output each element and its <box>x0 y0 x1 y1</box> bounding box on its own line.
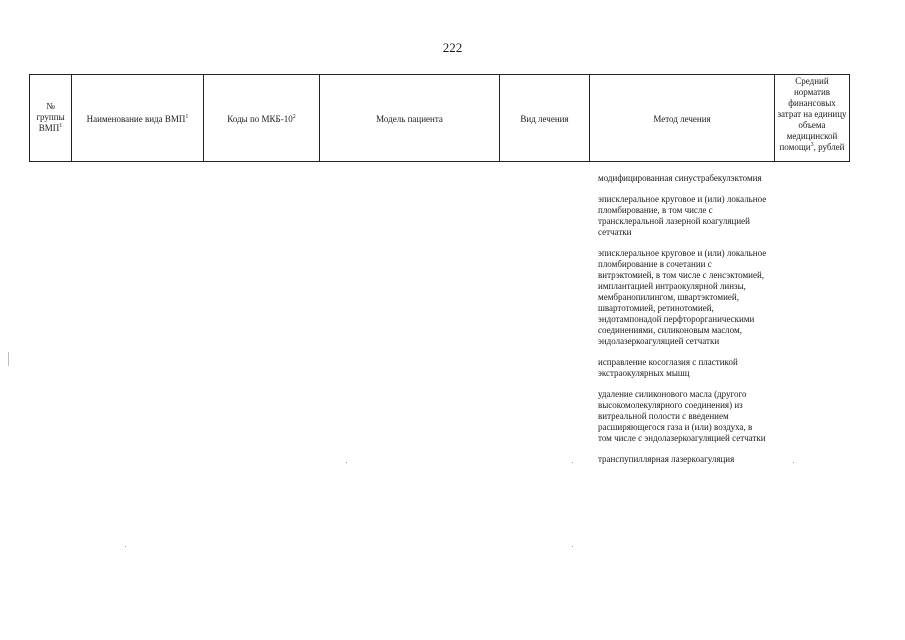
treatment-method-item: эписклеральное круговое и (или) локальное пломбирование в сочетании с витрэктомией, в том числе с ленсэктомией, имплантацией интраокулярной линзы, мембранопилингом, швартэктомией, швартотомией, ретинотомией, эндотампонадой перфторорганическими соединениями, силиконовым маслом, эндолазеркоагуляцией сетчатки <box>598 248 767 346</box>
treatment-method-item: модифицированная синустрабекулэктомия <box>598 173 762 183</box>
treatment-method-item: эписклеральное круговое и (или) локальное пломбирование, в том числе с трансклеральной лазерной коагуляцией сетчатки <box>598 194 767 237</box>
header-avg-cost: Средний норматив финансовых затрат на единицу объема медицинской помощи$^3$, рублей <box>775 75 850 162</box>
scan-speck <box>572 546 573 547</box>
treatment-method-item: исправление косоглазия с пластикой экстраокулярных мышц <box>598 357 738 378</box>
header-vmp-name: Наименование вида ВМП$^1$ <box>72 75 204 162</box>
page-number: 222 <box>442 40 463 55</box>
scan-speck <box>793 462 794 463</box>
scan-speck <box>346 462 347 463</box>
scan-speck <box>572 462 573 463</box>
treatment-method-item: удаление силиконового масла (другого высокомолекулярного соединения) из витреальной полости с введением расширяющегося газа и (или) воздуха, в том числе с эндолазеркоагуляцией сетчатки <box>598 389 766 443</box>
scan-speck <box>125 546 126 547</box>
header-treatment-method: Метод лечения <box>590 75 775 162</box>
scan-speck <box>8 352 9 366</box>
treatment-method-item: транспупиллярная лазеркоагуляция <box>598 454 735 464</box>
header-group-no: № группы ВМП$^1$ <box>30 75 72 162</box>
treatment-method-list <box>598 173 768 475</box>
table-header <box>29 74 850 162</box>
header-treatment-type: Вид лечения <box>500 75 590 162</box>
header-patient-model: Модель пациента <box>320 75 500 162</box>
header-mkb-codes: Коды по МКБ-$10^2$ <box>204 75 320 162</box>
